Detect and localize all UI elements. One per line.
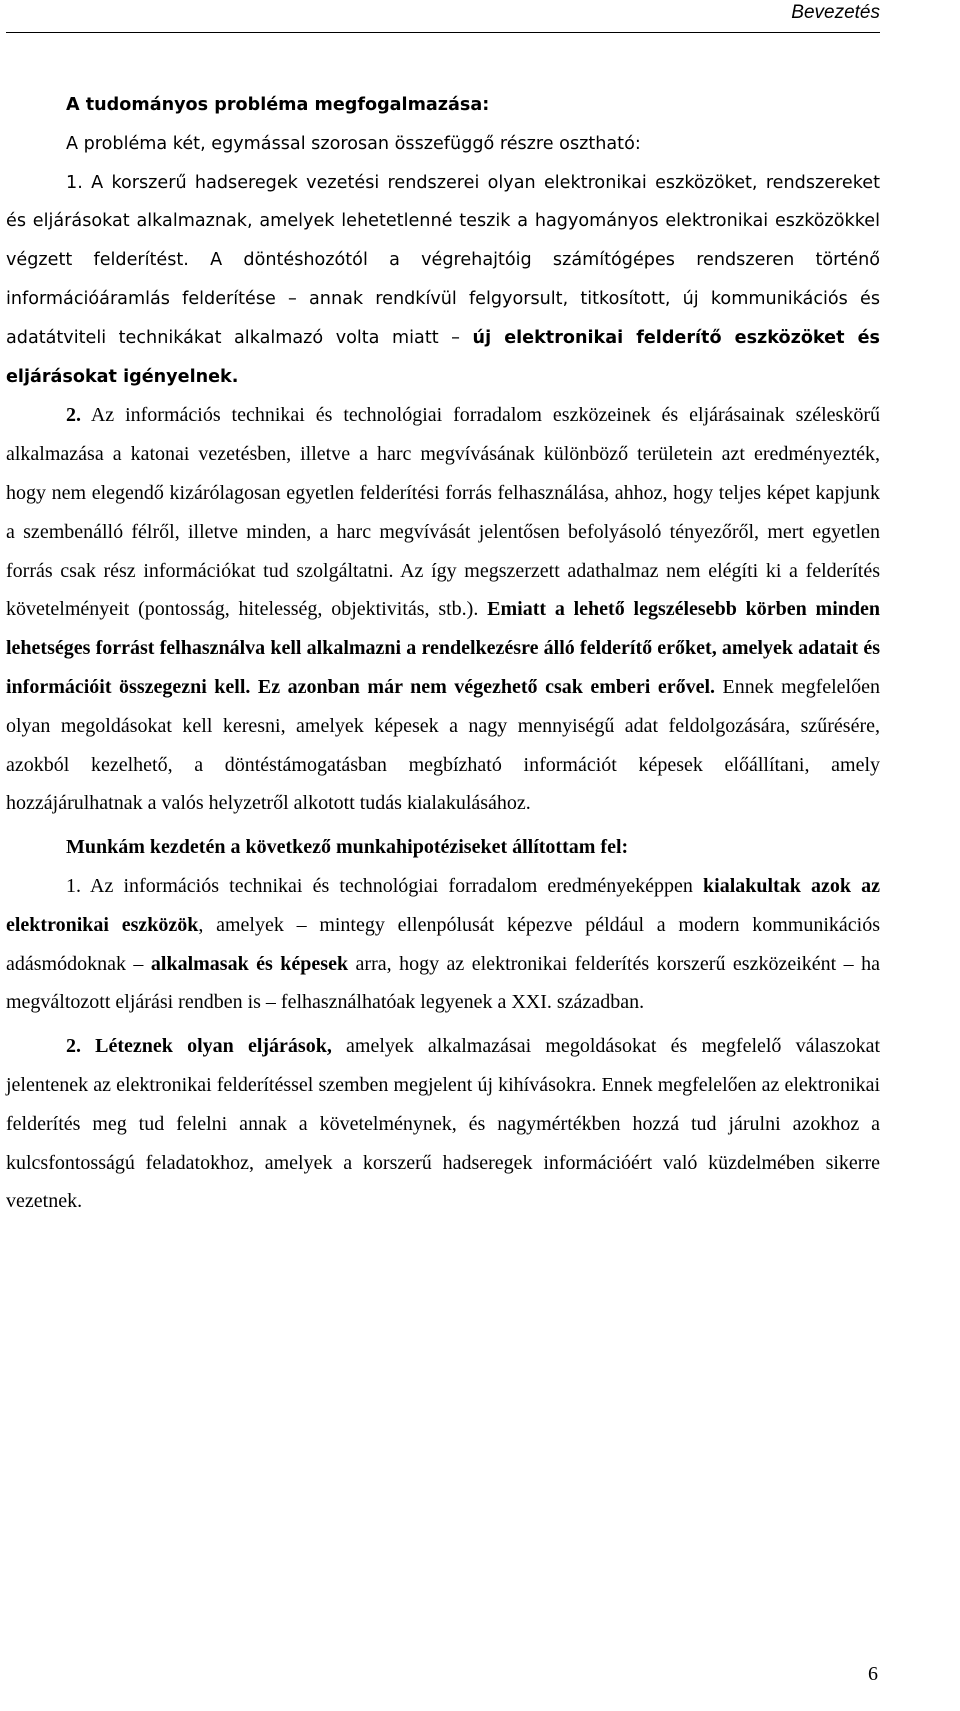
hypothesis-1-emphasis-1: kialakultak azok az elektronikai eszközök (6, 874, 880, 936)
running-header (6, 0, 880, 33)
point-2-emphasis: Emiatt a lehető legszélesebb körben minden lehetséges forrást felhasználva kell alkalmazni a rendelkezésre álló felderítő erőket, amelyek adatait és információit összegezni kell. Ez azonban már nem végezhető csak emberi erővel. (6, 598, 881, 698)
hypothesis-1 (6, 867, 880, 1022)
hypothesis-1-text-a: 1. Az információs technikai és technológiai forradalom eredményeképpen (66, 874, 704, 897)
intro-paragraph: A probléma két, egymással szorosan összefüggő részre osztható: (66, 133, 641, 154)
point-1-text: 1. A korszerű hadseregek vezetési rendszerei olyan elektronikai eszközöket, rendszereket és eljárásokat alkalmaznak, amelyek lehetetlenné teszik a hagyományos elektronikai eszközökkel végzett felderítést. A döntéshozótól a végrehajtóig számítógépes rendszeren történő információáramlás felderítése – annak rendkívül felgyorsult, titkosított, új kommunikációs és adatátviteli technikákat alkalmazó volta miatt – (6, 172, 880, 348)
section-heading-problem: A tudományos probléma megfogalmazása: (66, 95, 490, 115)
section-heading-hypotheses: Munkám kezdetén a következő munkahipotéziseket állítottam fel: (66, 836, 629, 859)
page-number: 6 (868, 1663, 878, 1685)
problem-point-1 (6, 164, 880, 397)
hypothesis-2-text: amelyek alkalmazásai megoldásokat és megfelelő válaszokat jelentenek az elektronikai felderítéssel szemben megjelent új kihívásokra. Ennek megfelelően az elektronikai felderítés meg tud felelni annak a követelménynek, és nagymértékben hozzá tud járulni azokhoz a kulcsfontosságú feladatokhoz, amelyek a korszerű hadseregek információért való küzdelmében sikerre vezetnek. (6, 1035, 881, 1213)
point-1-emphasis: új elektronikai felderítő eszközöket és eljárásokat igényelnek. (6, 327, 881, 387)
hypothesis-2 (6, 1027, 880, 1221)
point-2-number: 2. (66, 404, 81, 427)
hypothesis-1-text-c: arra, hogy az elektronikai felderítés korszerű eszközeiként – ha megváltozott eljárási rendben is – felhasználhatóak legyenek a XXI. században. (6, 952, 880, 1014)
hypothesis-1-emphasis-2: alkalmasak és képesek (150, 952, 349, 975)
page-body (6, 86, 880, 1221)
point-2-tail: Ennek megfelelően olyan megoldásokat kell keresni, amelyek képesek a nagy mennyiségű adat feldolgozására, szűrésére, azokból kezelhető, a döntéstámogatásban megbízható információt képesek előállítani, amely hozzájárulhatnak a valós helyzetről alkotott tudás kialakulásához. (6, 675, 880, 815)
point-2-text: Az információs technikai és technológiai forradalom eszközeinek és eljárásainak széleskörű alkalmazása a katonai vezetésben, illetve a harc megvívásának különböző területein azt eredményezték, hogy nem elegendő kizárólagosan egyetlen felderítési forrás felhasználása, ahhoz, hogy teljes képet kapjunk a szembenálló félről, illetve minden, a harc megvívását jelentősen befolyásoló tényezőről, mert egyetlen forrás csak rész információkat tud szolgáltatni. Az így megszerzett adathalmaz nem elégíti ki a felderítés követelményeit (pontosság, hitelesség, objektivitás, stb.). (6, 404, 880, 621)
running-title: Bevezetés (791, 2, 880, 23)
hypothesis-1-text-b: , amelyek – mintegy ellenpólusát képezve például a modern kommunikációs adásmódoknak – (6, 913, 880, 975)
hypothesis-2-emphasis: 2. Léteznek olyan eljárások, (66, 1035, 332, 1058)
problem-point-2 (6, 396, 880, 823)
